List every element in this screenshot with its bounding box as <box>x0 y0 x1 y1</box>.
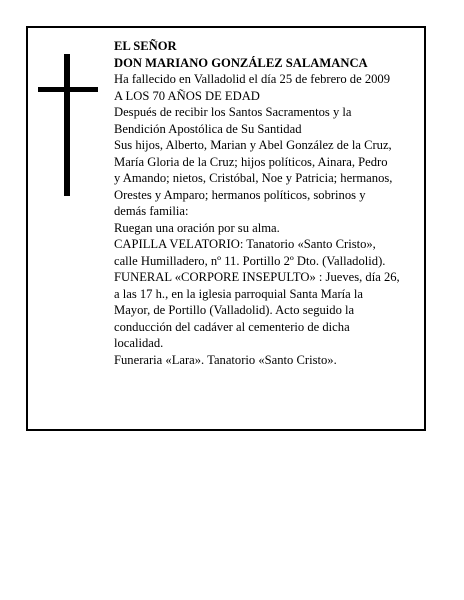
sacraments-line-1: Después de recibir los Santos Sacramentos y la <box>114 105 352 119</box>
obituary-text <box>114 38 424 368</box>
sacraments-line-2: Bendición Apostólica de Su Santidad <box>114 121 302 136</box>
funeral-line-5: localidad. <box>114 336 164 350</box>
funeral-line-1: FUNERAL «CORPORE INSEPULTO» : Jueves, día 26, <box>114 270 400 284</box>
funeral-home-line: Funeraria «Lara». Tanatorio «Santo Cristo». <box>114 352 337 367</box>
cross-vertical-bar <box>64 54 70 196</box>
funeral-line-3: Mayor, de Portillo (Valladolid). Acto seguido la <box>114 303 355 317</box>
funeral-line-2: a las 17 h., en la iglesia parroquial Santa María la <box>114 286 363 301</box>
chapel-line-1: CAPILLA VELATORIO: Tanatorio «Santo Cristo», <box>114 237 376 251</box>
cross-icon <box>38 54 98 196</box>
age-line: A LOS 70 AÑOS DE EDAD <box>114 88 260 103</box>
family-line-3: y Amando; nietos, Cristóbal, Noe y Patricia; hermanos, <box>114 171 393 185</box>
prayer-line: Ruegan una oración por su alma. <box>114 220 280 235</box>
family-line-5: demás familia: <box>114 204 189 218</box>
family-line-2: María Gloria de la Cruz; hijos políticos, Ainara, Pedro <box>114 154 388 169</box>
title-line-1: EL SEÑOR <box>114 39 177 53</box>
family-line-4: Orestes y Amparo; hermanos políticos, sobrinos y <box>114 187 366 202</box>
family-line-1: Sus hijos, Alberto, Marian y Abel González de la Cruz, <box>114 138 392 152</box>
deceased-name: DON MARIANO GONZÁLEZ SALAMANCA <box>114 55 368 70</box>
cross-horizontal-bar <box>38 87 98 92</box>
death-date-line: Ha fallecido en Valladolid el día 25 de febrero de 2009 <box>114 72 391 86</box>
chapel-line-2: calle Humilladero, nº 11. Portillo 2º Dto. (Valladolid). <box>114 253 386 268</box>
funeral-line-4: conducción del cadáver al cementerio de dicha <box>114 319 350 334</box>
